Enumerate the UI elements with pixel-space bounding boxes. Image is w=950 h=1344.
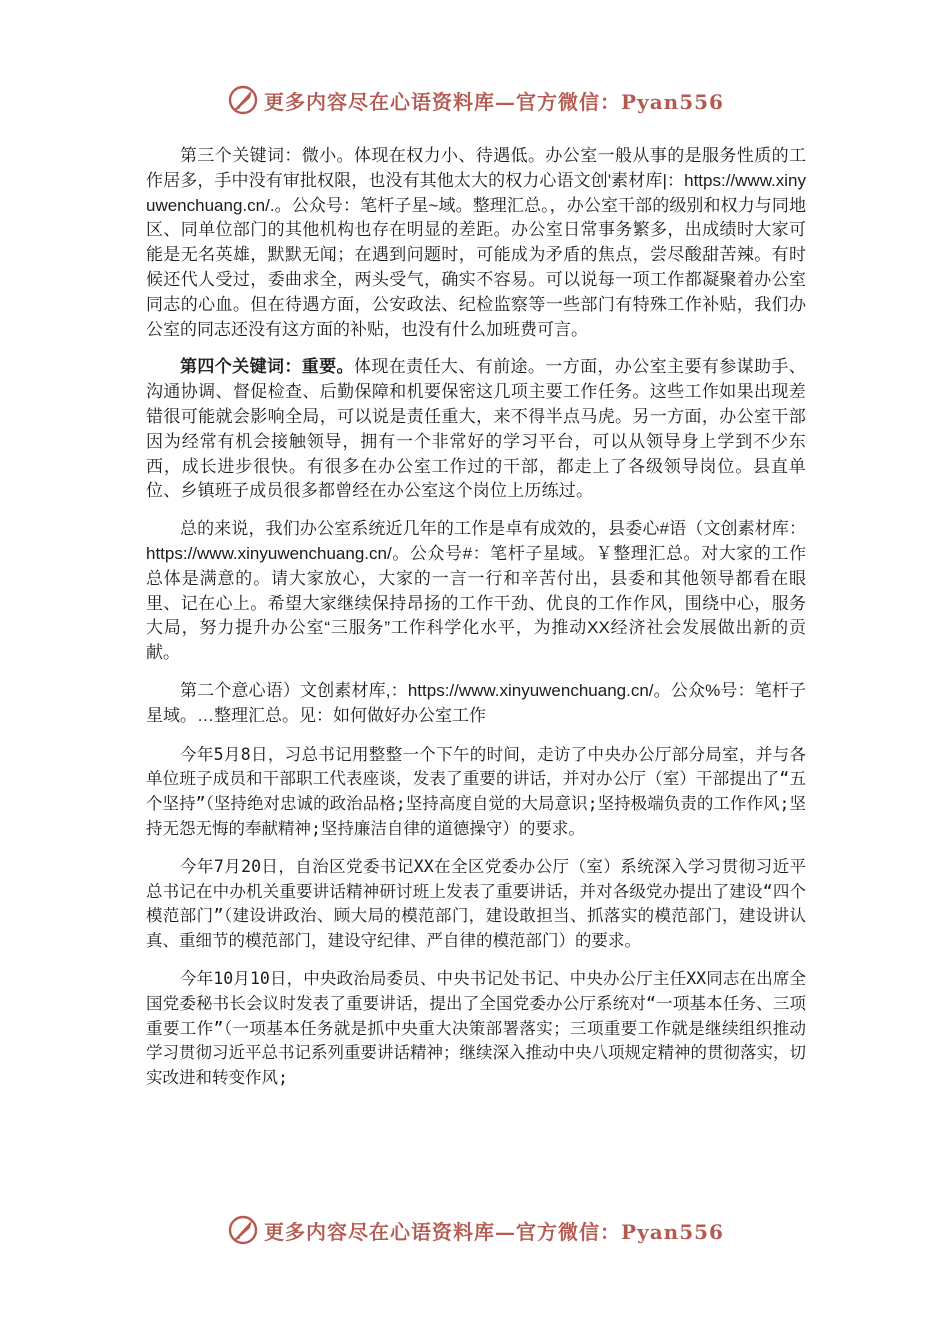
paragraph-may-8: 今年5月8日，习总书记用整整一个下午的时间，走访了中央办公厅部分局室，并与各单位班子成员和干部职工代表座谈，发表了重要的讲话，并对办公厅（室）干部提出了“五个坚持”（坚持绝对忠诚的政治品格;坚持高度自觉的大局意识;坚持极端负责的工作作风;坚持无怨无悔的奉献精神;坚持廉洁自律的道德操守）的要求。 bbox=[146, 744, 806, 838]
footer-banner-text: 更多内容尽在心语资料库—官方微信：Pyan556 bbox=[264, 1219, 724, 1244]
paragraph-october-10: 今年10月10日，中央政治局委员、中央书记处书记、中央办公厅主任XX同志在出席全国党委秘书长会议时发表了重要讲话，提出了全国党委办公厅系统对“一项基本任务、三项重要工作”（一项基本任务就是抓中央重大决策部署落实；三项重要工作就是继续组织推动学习贯彻习近平总书记系列重要讲话精神；继续深入推动中央八项规定精神的贯彻落实，切实改进和转变作风; bbox=[146, 968, 806, 1088]
footer-banner bbox=[0, 1210, 950, 1250]
paragraph-keyword-four bbox=[146, 355, 806, 504]
paragraph-july-20: 今年7月20日，自治区党委书记XX在全区党委办公厅（室）系统深入学习贯彻习近平总书记在中办机关重要讲话精神研讨班上发表了重要讲话，并对各级党办提出了建设“四个模范部门”（建设讲政治、顾大局的模范部门，建设敢担当、抓落实的模范部门，建设讲认真、重细节的模范部门，建设守纪律、严自律的模范部门）的要求。 bbox=[146, 856, 806, 951]
quill-logo-icon bbox=[226, 83, 260, 117]
paragraph-summary: 总的来说，我们办公室系统近几年的工作是卓有成效的，县委心#语（文创素材库：https://www.xinyuwenchuang.cn/。公众号#：笔杆子星域。￥整理汇总。对大家的工作总体是满意的。请大家放心，大家的一言一行和辛苦付出，县委和其他领导都看在眼里、记在心上。希望大家继续保持昂扬的工作干劲、优良的工作作风，围绕中心，服务大局，努力提升办公室“三服务”工作科学化水平，为推动XX经济社会发展做出新的贡献。 bbox=[146, 519, 806, 663]
paragraph-keyword-three: 第三个关键词：微小。体现在权力小、待遇低。办公室一般从事的是服务性质的工作居多，手中没有审批权限，也没有其他太大的权力心语文创'素材库|：https://www.xinyuwenchuang.cn/.。公众号：笔杆子星~域。整理汇总。，办公室干部的级别和权力与同地区、同单位部门的其他机构也存在明显的差距。办公室日常事务繁多，出成绩时大家可能是无名英雄，默默无闻；在遇到问题时，可能成为矛盾的焦点，尝尽酸甜苦辣。有时候还代人受过，委曲求全，两头受气，确实不容易。可以说每一项工作都凝聚着办公室同志的心血。但在待遇方面，公安政法、纪检监察等一些部门有特殊工作补贴，我们办公室的同志还没有这方面的补贴，也没有什么加班费可言。 bbox=[146, 146, 806, 339]
quill-logo-icon bbox=[226, 1213, 260, 1247]
document-body bbox=[146, 144, 806, 1091]
header-banner bbox=[0, 80, 950, 120]
keyword-four-heading: 第四个关键词：重要。 bbox=[180, 357, 354, 378]
keyword-four-text: 体现在责任大、有前途。一方面，办公室主要有参谋助手、沟通协调、督促检查、后勤保障和机要保密这几项主要工作任务。这些工作如果出现差错很可能就会影响全局，可以说是责任重大，来不得半点马虎。另一方面，办公室干部因为经常有机会接触领导，拥有一个非常好的学习平台，可以从领导身上学到不少东西，成长进步很快。有很多在办公室工作过的干部，都走上了各级领导岗位。县直单位、乡镇班子成员很多都曾经在办公室这个岗位上历练过。 bbox=[146, 357, 807, 502]
header-banner-text: 更多内容尽在心语资料库—官方微信：Pyan556 bbox=[264, 89, 724, 114]
paragraph-second-intent: 第二个意心语）文创素材库,：https://www.xinyuwenchuang.cn/。公众%号：笔杆子星域。…整理汇总。见：如何做好办公室工作 bbox=[146, 680, 806, 725]
